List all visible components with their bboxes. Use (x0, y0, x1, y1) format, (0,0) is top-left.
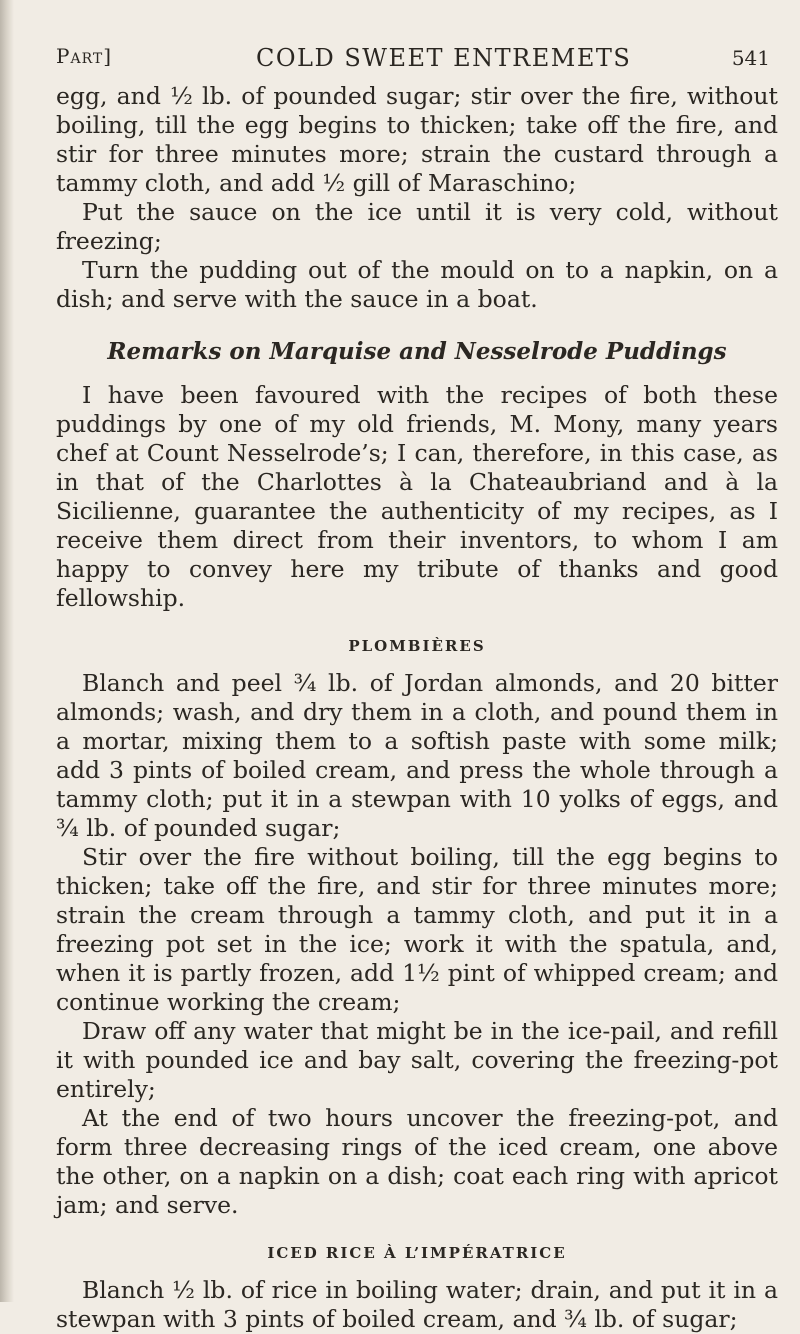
paragraph-top-2: Put the sauce on the ice until it is very cold, without freezing; (56, 198, 778, 255)
iced-rice-heading: ICED RICE À L’IMPÉRATRICE (267, 1244, 567, 1262)
plombieres-paragraph-4: At the end of two hours uncover the freezing-pot, and form three decreasing rings of the iced cream, one above the other, on a napkin on a dish; coat each ring with apricot jam; and serve. (56, 1104, 778, 1219)
header-title: COLD SWEET ENTREMETS (256, 44, 632, 72)
iced-rice-paragraph-1: Blanch ½ lb. of rice in boiling water; drain, and put it in a stewpan with 3 pints of boiled cream, and ¾ lb. of sugar; (56, 1276, 778, 1333)
header-part-label: Part] (56, 44, 113, 68)
remarks-paragraph: I have been favoured with the recipes of both these puddings by one of my old friends, M. Mony, many years chef at Count Nesselrode’s; I can, therefore, in this case, as in that of the Charlottes à la Chateaubriand and à la Sicilienne, guarantee the authenticity of my recipes, as I receive them direct from their inventors, to whom I am happy to convey here my tribute of thanks and good fellowship. (56, 381, 778, 612)
remarks-heading: Remarks on Marquise and Nesselrode Puddings (107, 338, 727, 365)
plombieres-paragraph-2: Stir over the fire without boiling, till the egg begins to thicken; take off the fire, and stir for three minutes more; strain the cream through a tammy cloth, and put it in a freezing pot set in the ice; work it with the spatula, and, when it is partly frozen, add 1½ pint of whipped cream; and continue working the cream; (56, 843, 778, 1016)
plombieres-paragraph-1: Blanch and peel ¾ lb. of Jordan almonds, and 20 bitter almonds; wash, and dry them in a cloth, and pound them in a mortar, mixing them to a softish paste with some milk; add 3 pints of boiled cream, and press the whole through a tammy cloth; put it in a stewpan with 10 yolks of eggs, and ¾ lb. of pounded sugar; (56, 669, 778, 842)
running-header (56, 44, 770, 84)
plombieres-paragraph-3: Draw off any water that might be in the ice-pail, and refill it with pounded ice and bay salt, covering the freezing-pot entirely; (56, 1017, 778, 1103)
paragraph-top-3: Turn the pudding out of the mould on to a napkin, on a dish; and serve with the sauce in a boat. (56, 256, 778, 313)
page-body (56, 82, 778, 1334)
plombieres-heading: PLOMBIÈRES (348, 637, 486, 655)
paragraph-top-1: egg, and ½ lb. of pounded sugar; stir over the fire, without boiling, till the egg begins to thicken; take off the fire, and stir for three minutes more; strain the custard through a tammy cloth, and add ½ gill of Maraschino; (56, 82, 778, 197)
page-gutter-shadow (0, 0, 14, 1302)
page-number: 541 (731, 46, 770, 70)
